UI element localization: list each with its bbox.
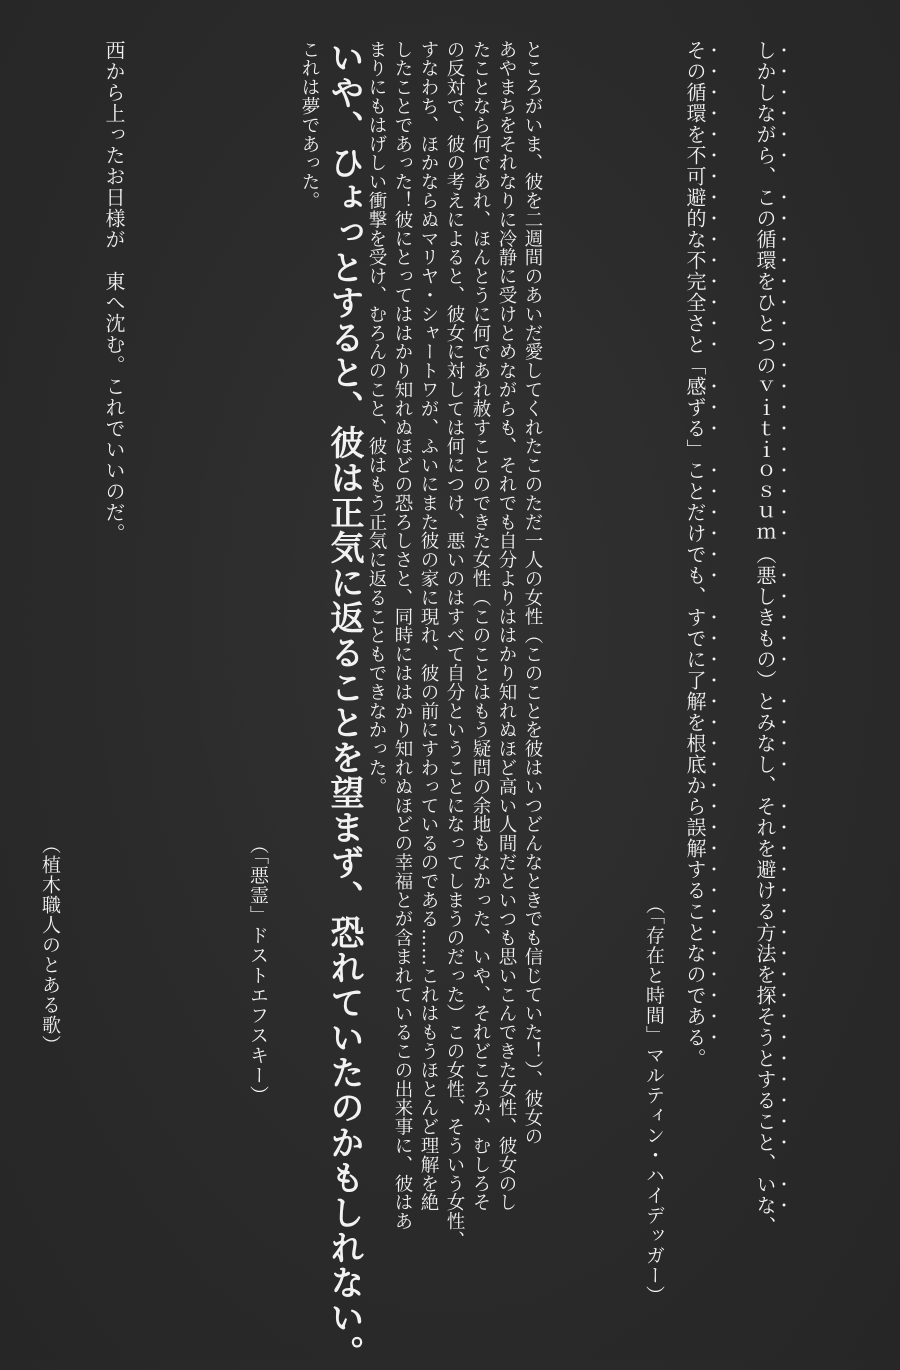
dostoevsky-line-6: したことであった！彼にとってははかり知れぬほどの恐ろしさと、同時にははかり知れぬほどの幸福とが含まれているこの出来事に、彼はあ xyxy=(392,40,413,1231)
dostoevsky-line-1: ところがいま、彼を二週間のあいだ愛してくれたこのただ一人の女性（このことを彼はいつどんなときでも信じていた！）、彼女の xyxy=(522,40,543,1146)
heidegger-quote-line-2: その循環を不可避的な不完全さと「感ずる」ことだけでも、すでに了解を根底から誤解することなのである。 xyxy=(683,40,707,1069)
song-line: 西から上ったお日様が 東へ沈む。これでいいのだ。 xyxy=(102,40,126,544)
song-attribution: （植木職人のとある歌） xyxy=(39,835,61,1055)
dostoevsky-line-8: これは夢であった。 xyxy=(299,40,320,211)
dostoevsky-attribution: （「悪霊」ドストエフスキー） xyxy=(247,835,269,1106)
dostoevsky-line-7: まりにもはげしい衝撃を受け、むろんのこと、彼はもう正気に返ることもできなかった。 xyxy=(366,40,387,796)
dostoevsky-bold-line: いや、ひょっとすると、彼は正気に返ることを望まず、恐れていたのかもしれない。 xyxy=(324,40,364,1370)
dostoevsky-line-2: あやまちをそれなりに冷静に受けとめながらも、それでも自分よりははかり知れぬほど高い人間だといつも思いこんできた女性、彼女のし xyxy=(496,40,517,1212)
heidegger-quote-line-1: しかしながら、この循環をひとつのｖｉｔｉｏｓｕｍ（悪しきもの）とみなし、それを避ける方法を探そうとすること、いな、 xyxy=(753,40,777,1237)
dostoevsky-line-4: の反対で、彼の考えによると、彼女に対しては何につけ、悪いのはすべて自分ということになってしまうのだった）この女性、そういう女性、 xyxy=(444,40,465,1250)
dostoevsky-line-3: たことなら何であれ、ほんとうに何であれ赦すことのできた女性（このことはもう疑問の余地もなかった、いや、それどころか、むしろそ xyxy=(470,40,491,1212)
dostoevsky-line-5: すなわち、ほかならぬマリヤ・シャートワが、ふいにまた彼の家に現れ、彼の前にすわっているのである……これはもうほとんど理解を絶 xyxy=(418,40,439,1212)
heidegger-attribution: （「存在と時間」マルティン・ハイデッガー） xyxy=(643,895,665,1306)
